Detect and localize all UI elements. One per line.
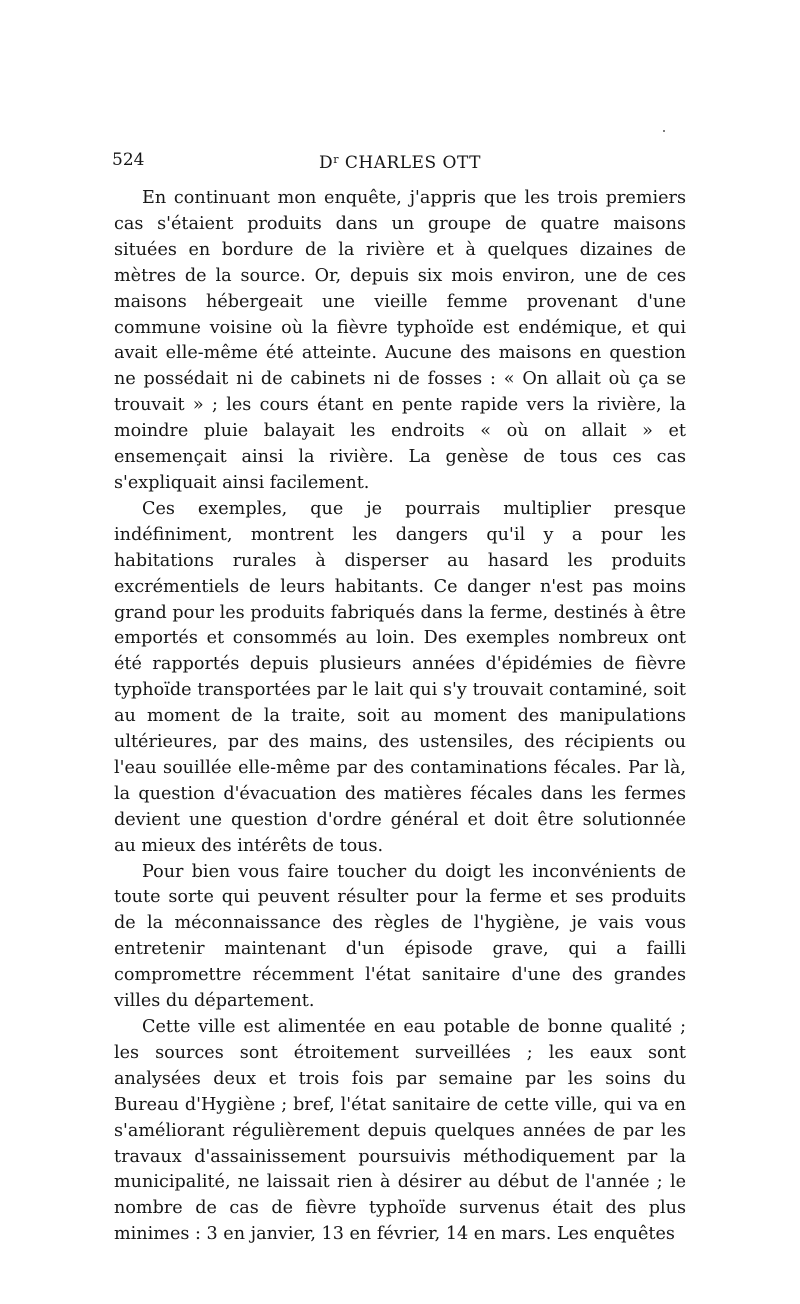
paragraph: Pour bien vous faire toucher du doigt les inconvénients de toute sorte qui peuvent résulter pour la ferme et ses produits de la méconnaissance des règles de l'hygiène, je vais vous entretenir maintenant d'un épisode grave, qui a failli compromettre récemment l'état sanitaire d'une des grandes villes du département. <box>114 861 686 1012</box>
paragraph: En continuant mon enquête, j'appris que les trois premiers cas s'étaient produits dans un groupe de quatre maisons situées en bordure de la rivière et à quelques dizaines de mètres de la source. Or, depuis six mois environ, une de ces maisons hébergeait une vieille femme provenant d'une commune voisine où la fièvre typhoïde est endémique, et qui avait elle-même été atteinte. Aucune des maisons en question ne possédait ni de cabinets ni de fosses : « On allait où ça se trouvait » ; les cours étant en pente rapide vers la rivière, la moindre pluie balayait les endroits « où on allait » et ensemençait ainsi la rivière. La genèse de tous ces cas s'expliquait ainsi facilement. <box>114 188 686 493</box>
paragraph: Cette ville est alimentée en eau potable de bonne qualité ; les sources sont étroitement surveillées ; les eaux sont analysées deux et trois fois par semaine par les soins du Bureau d'Hygiène ; bref, l'état sanitaire de cette ville, qui va en s'améliorant régulièrement depuis quelques années de par les travaux d'assainissement poursuivis méthodiquement par la municipalité, ne laissait rien à désirer au début de l'année ; le nombre de cas de fièvre typhoïde survenus était des plus minimes : 3 en janvier, 13 en février, 14 en mars. Les enquêtes <box>114 1017 686 1245</box>
author-name: CHARLES OTT <box>338 153 481 173</box>
page-header <box>114 148 686 172</box>
author-prefix: D <box>319 153 334 173</box>
paragraph: Ces exemples, que je pourrais multiplier presque indéfiniment, montrent les dangers qu'il y a pour les habitations rurales à disperser au hasard les produits excrémentiels de leurs habitants. Ce danger n'est pas moins grand pour les produits fabriqués dans la ferme, destinés à être emportés et consommés au loin. Des exemples nombreux ont été rapportés depuis plusieurs années d'épidémies de fièvre typhoïde transportées par le lait qui s'y trouvait contaminé, soit au moment de la traite, soit au moment des manipulations ultérieures, par des mains, des ustensiles, des récipients ou l'eau souillée elle-même par des contaminations fécales. Par là, la question d'évacuation des matières fécales dans les fermes devient une question d'ordre général et doit être solutionnée au mieux des intérêts de tous. <box>114 498 686 856</box>
print-speck <box>663 130 665 132</box>
author-sup: r <box>333 153 339 166</box>
page-body <box>114 186 686 1248</box>
running-head <box>114 148 686 175</box>
book-page <box>114 148 686 1248</box>
page-number: 524 <box>112 150 145 170</box>
